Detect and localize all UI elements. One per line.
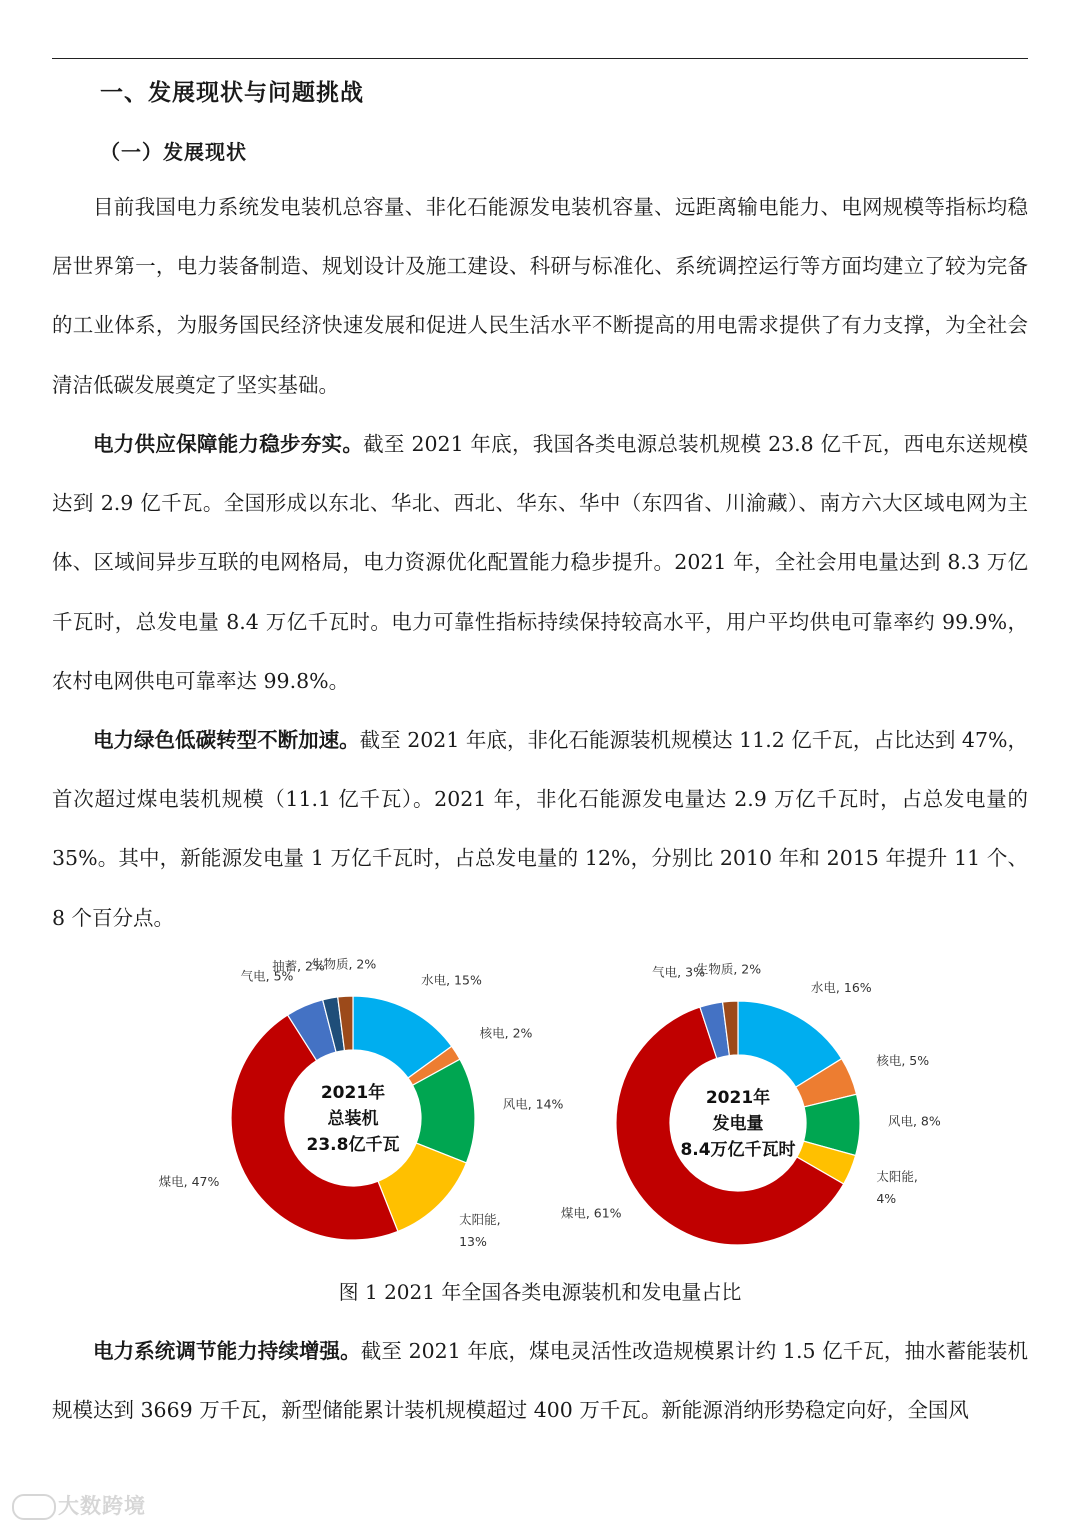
- paragraph-green-transition: [52, 711, 1028, 948]
- slice-label: 生物质, 2%: [695, 961, 762, 977]
- paragraph-lead: 电力供应保障能力稳步夯实。: [93, 432, 364, 456]
- slice-label: 煤电, 61%: [560, 1205, 622, 1221]
- slice-label: 抽蓄, 2%: [272, 958, 325, 974]
- header-rule: [52, 58, 1028, 59]
- donut-center-text: 8.4万亿千瓦时: [680, 1140, 796, 1160]
- generation-donut-svg: [555, 961, 941, 1265]
- paragraph-overview: 目前我国电力系统发电装机总容量、非化石能源发电装机容量、远距离输电能力、电网规模等指标均稳居世界第一，电力装备制造、规划设计及施工建设、科研与标准化、系统调控运行等方面均建立了较为完备的工业体系，为服务国民经济快速发展和促进人民生活水平不断提高的用电需求提供了有力支撑，为全社会清洁低碳发展奠定了坚实基础。: [52, 195, 1028, 397]
- paragraph-body: 截至 2021 年底，煤电灵活性改造规模累计约 1.5 亿千瓦，抽水蓄能装机规模达到 3669 万千瓦，新型储能累计装机规模超过 400 万千瓦。新能源消纳形势稳定向好，全国风: [52, 1339, 1029, 1423]
- donut-center-text: 发电量: [712, 1114, 764, 1134]
- paragraph-supply: [52, 415, 1028, 711]
- watermark: [12, 1490, 146, 1520]
- section-title: 一、发展现状与问题挑战: [100, 80, 364, 106]
- donut-center-text: 2021年: [320, 1083, 386, 1103]
- figure-caption: 图 1 2021 年全国各类电源装机和发电量占比: [338, 1280, 742, 1304]
- donut-center-text: 2021年: [705, 1088, 771, 1108]
- paragraph-body: 截至 2021 年底，非化石能源装机规模达 11.2 亿千瓦，占比达到 47%，首次超过煤电装机规模（11.1 亿千瓦）。2021 年，非化石能源发电量达 2.9 万亿千瓦时，占总发电量的 35%。其中，新能源发电量 1 万亿千瓦时，占总发电量的 12%，分别比 2010 年和 2015 年提升 11 个、8 个百分点。: [52, 728, 1028, 930]
- slice-label: 太阳能, 4%: [876, 1168, 918, 1206]
- generation-donut-chart: [555, 961, 941, 1269]
- slice-label: 气电, 3%: [652, 964, 705, 980]
- donut-center-text: 23.8亿千瓦: [306, 1135, 400, 1155]
- capacity-donut-svg: [158, 956, 564, 1265]
- paragraph-body: 截至 2021 年底，我国各类电源总装机规模 23.8 亿千瓦，西电东送规模达到 2.9 亿千瓦。全国形成以东北、华北、西北、华东、华中（东四省、川渝藏）、南方六大区域电网为主体、区域间异步互联的电网格局，电力资源优化配置能力稳步提升。2021 年，全社会用电量达到 8.3 万亿千瓦时，总发电量 8.4 万亿千瓦时。电力可靠性指标持续保持较高水平，用户平均供电可靠率约 99.9%，农村电网供电可靠率达 99.8%。: [52, 432, 1028, 693]
- slice-label: 水电, 15%: [421, 972, 482, 988]
- paragraph-flexibility: [52, 1322, 1028, 1440]
- slice-label: 风电, 8%: [887, 1113, 941, 1129]
- watermark-text: 大数跨境: [58, 1494, 146, 1518]
- slice-label: 水电, 16%: [810, 979, 872, 995]
- slice-label: 煤电, 47%: [158, 1174, 220, 1190]
- slice-label: 风电, 14%: [502, 1096, 564, 1112]
- slice-label: 生物质, 2%: [310, 956, 377, 972]
- donut-center-text: 总装机: [327, 1109, 379, 1129]
- slice-label: 核电, 2%: [479, 1025, 533, 1041]
- slice-label: 太阳能, 13%: [459, 1212, 501, 1250]
- watermark-logo-icon: [12, 1494, 56, 1520]
- slice-label: 核电, 5%: [876, 1053, 930, 1069]
- slice-label: 气电, 5%: [240, 968, 294, 984]
- paragraph-lead: 电力系统调节能力持续增强。: [93, 1339, 361, 1363]
- paragraph-lead: 电力绿色低碳转型不断加速。: [93, 728, 360, 752]
- capacity-donut-chart: [158, 956, 564, 1269]
- subsection-title: （一）发展现状: [100, 140, 247, 164]
